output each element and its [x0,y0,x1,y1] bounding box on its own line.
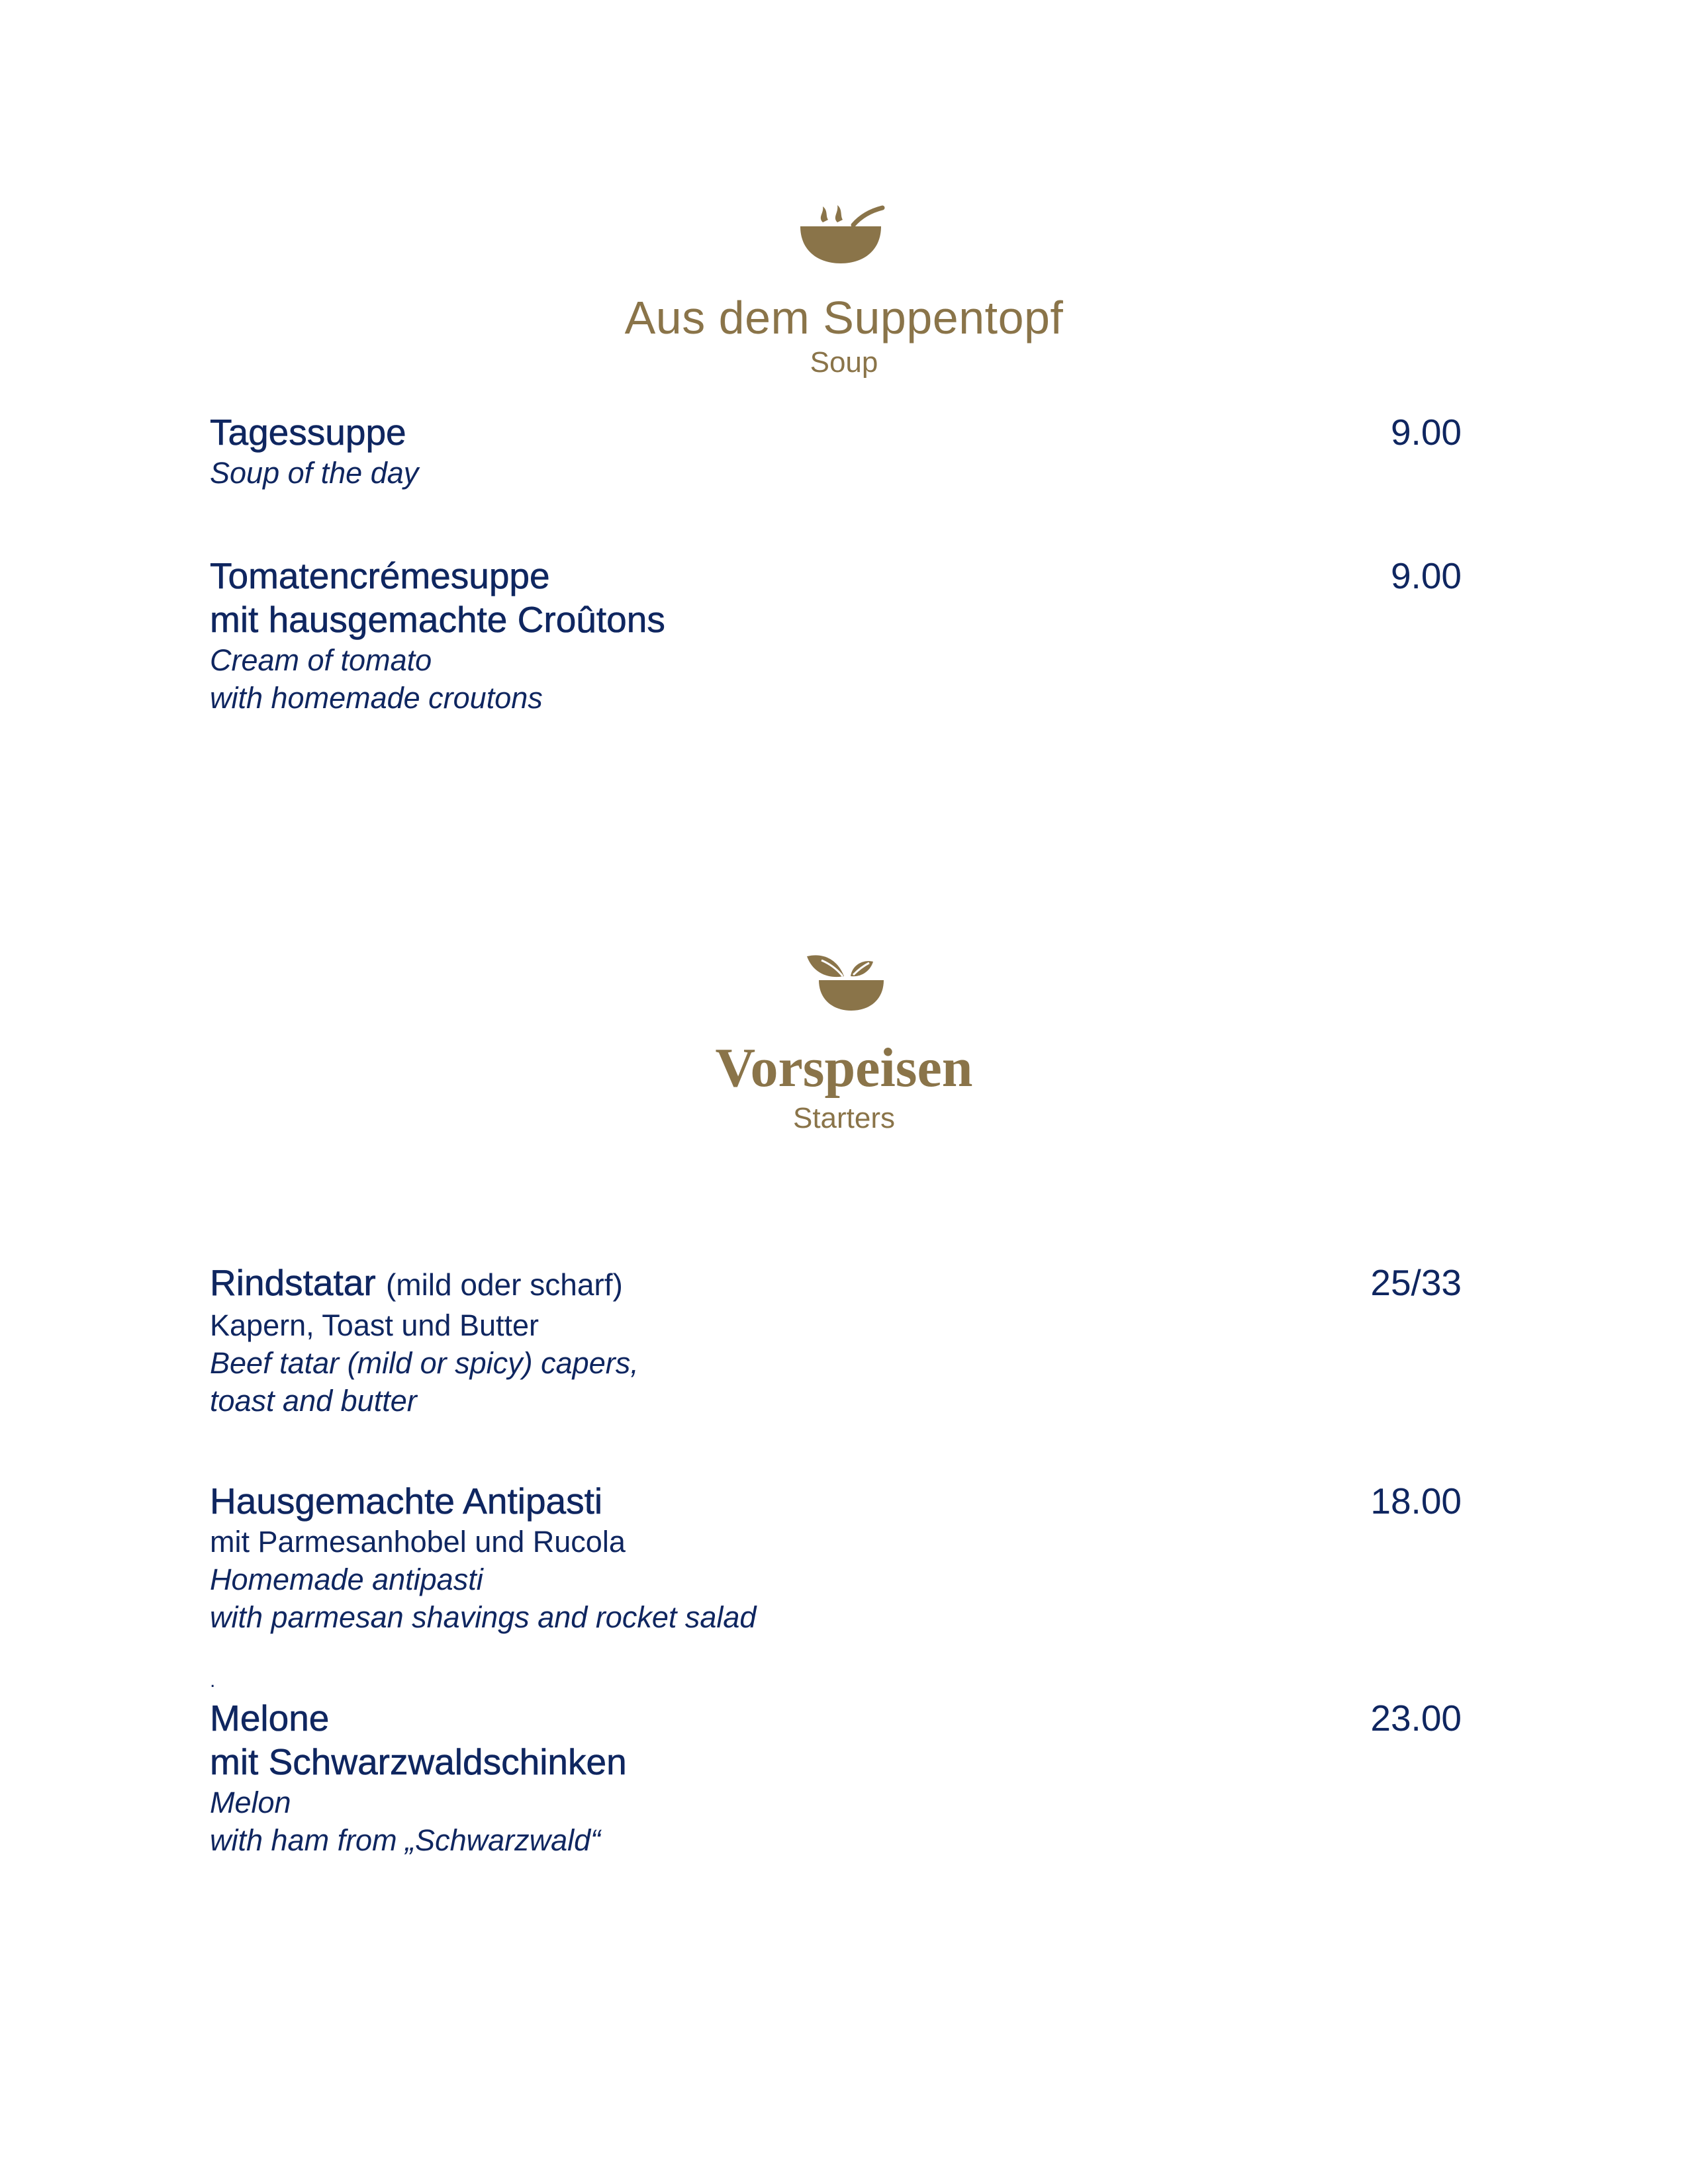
item-description-en: toast and butter [210,1384,417,1418]
item-name: Hausgemachte Antipasti [210,1480,603,1522]
item-description-de: mit Parmesanhobel und Rucola [210,1525,626,1559]
item-name-line2: mit hausgemachte Croûtons [210,599,665,640]
item-name: Tagessuppe [210,412,406,453]
item-description-en: Homemade antipasti [210,1563,483,1596]
item-description-en: with parmesan shavings and rocket salad [210,1600,757,1634]
menu-item [210,410,1468,492]
salad-bowl-icon [804,950,887,1013]
menu-item [210,1696,1468,1859]
section-subtitle: Starters [792,1102,896,1134]
section-subtitle: Soup [810,346,878,379]
item-name: Tomatencrémesuppe [210,555,550,596]
item-description-en: with homemade croutons [210,681,543,715]
separator-dot: . [210,1670,216,1692]
item-description-en: Cream of tomato [210,643,432,677]
item-name-line2: mit Schwarzwaldschinken [210,1741,627,1782]
item-price: 9.00 [1390,412,1462,453]
menu-item [210,554,1468,717]
item-price: 23.00 [1370,1698,1462,1739]
item-name-row [210,1261,1468,1306]
item-description-en: Beef tatar (mild or spicy) capers, [210,1346,639,1380]
item-description-en: Melon [210,1786,291,1819]
section-title: Aus dem Suppentopf [624,292,1064,343]
soup-bowl-icon [798,199,890,265]
item-description-de: Kapern, Toast und Butter [210,1308,539,1342]
menu-item [210,1479,1468,1636]
item-description-en: Soup of the day [210,456,419,490]
item-name: Rindstatar [210,1262,376,1303]
item-price: 25/33 [1370,1262,1462,1303]
item-description-en: with ham from „Schwarzwald“ [210,1823,601,1857]
item-name-extra: (mild oder scharf) [385,1267,623,1302]
item-name: Melone [210,1698,330,1739]
menu-item [210,1261,1468,1420]
item-price: 18.00 [1370,1480,1462,1522]
item-price: 9.00 [1390,555,1462,596]
section-title: Vorspeisen [715,1037,973,1099]
